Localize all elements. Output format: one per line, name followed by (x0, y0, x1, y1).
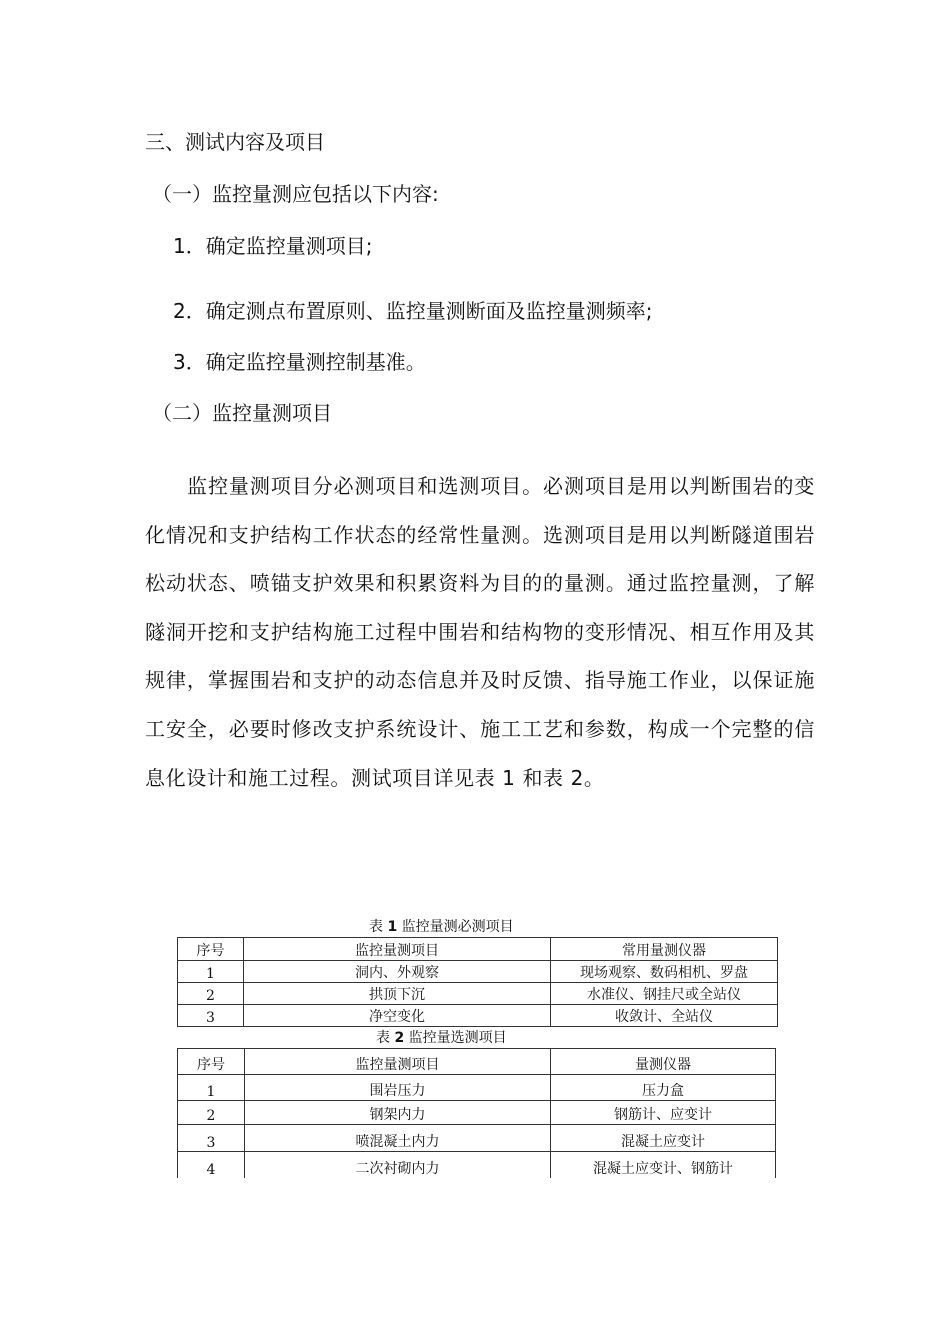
table-cell: 净空变化 (244, 1005, 551, 1027)
table-row (178, 1152, 776, 1178)
table-cell: 钢架内力 (245, 1101, 551, 1125)
table-cell: 1 (178, 961, 244, 983)
table-cell: 水准仪、钢挂尺或全站仪 (551, 983, 778, 1005)
table-row (178, 983, 778, 1005)
table-cell: 围岩压力 (245, 1075, 551, 1101)
header-cell: 监控量测项目 (245, 1049, 551, 1075)
table-cell: 拱顶下沉 (244, 983, 551, 1005)
table1-caption-prefix: 表 (369, 919, 383, 935)
table2 (177, 1048, 776, 1178)
table1-caption (369, 918, 514, 936)
table1-caption-num: 1 (387, 919, 398, 935)
table-header-row (178, 938, 778, 961)
table-row (178, 1075, 776, 1101)
header-cell: 序号 (178, 938, 244, 961)
table-cell: 混凝土应变计、钢筋计 (551, 1152, 776, 1178)
table-row (178, 1125, 776, 1152)
section-heading: 三、测试内容及项目 (145, 130, 325, 154)
table2-caption-num: 2 (394, 1030, 405, 1046)
paragraph-text: 监控量测项目分必测项目和选测项目。必测项目是用以判断围岩的变化情况和支护结构工作状态的经常性量测。选测项目是用以判断隧道围岩松动状态、喷锚支护效果和积累资料为目的的量测。通过监控量测，了解隧洞开挖和支护结构施工过程中围岩和结构物的变形情况、相互作用及其规律，掌握围岩和支护的动态信息并及时反馈、指导施工作业，以保证施工安全，必要时修改支护系统设计、施工工艺和参数，构成一个完整的信息化设计和施工过程。测试项目详见表 1 和表 2。 (145, 474, 815, 790)
table1-caption-text: 监控量测必测项目 (401, 919, 514, 935)
table2-caption-text: 监控量选测项目 (408, 1030, 507, 1046)
table-cell: 3 (178, 1005, 244, 1027)
table-row (178, 1101, 776, 1125)
table-cell: 二次衬砌内力 (245, 1152, 551, 1178)
table-row (178, 961, 778, 983)
table-cell: 现场观察、数码相机、罗盘 (551, 961, 778, 983)
subheading-1: （一）监控量测应包括以下内容: (152, 182, 439, 206)
header-cell: 监控量测项目 (244, 938, 551, 961)
header-cell: 序号 (178, 1049, 245, 1075)
table-cell: 2 (178, 983, 244, 1005)
table-cell: 4 (178, 1152, 245, 1178)
table-header-row (178, 1049, 776, 1075)
table-cell: 洞内、外观察 (244, 961, 551, 983)
table-cell: 压力盒 (551, 1075, 776, 1101)
header-cell: 量测仪器 (551, 1049, 776, 1075)
table-cell: 钢筋计、应变计 (551, 1101, 776, 1125)
table-row (178, 1005, 778, 1027)
body-paragraph (145, 462, 815, 802)
table-cell: 喷混凝土内力 (245, 1125, 551, 1152)
subheading-2: （二）监控量测项目 (152, 401, 332, 425)
table-cell: 收敛计、全站仪 (551, 1005, 778, 1027)
header-cell: 常用量测仪器 (551, 938, 778, 961)
table-cell: 1 (178, 1075, 245, 1101)
table1 (177, 937, 778, 1027)
table-cell: 3 (178, 1125, 245, 1152)
list-item: 3．确定监控量测控制基准。 (173, 350, 426, 374)
list-item: 2．确定测点布置原则、监控量测断面及监控量测频率; (173, 299, 653, 323)
table-cell: 混凝土应变计 (551, 1125, 776, 1152)
table2-caption (376, 1029, 507, 1047)
table2-caption-prefix: 表 (376, 1030, 390, 1046)
list-item: 1．确定监控量测项目; (173, 234, 373, 258)
table-cell: 2 (178, 1101, 245, 1125)
